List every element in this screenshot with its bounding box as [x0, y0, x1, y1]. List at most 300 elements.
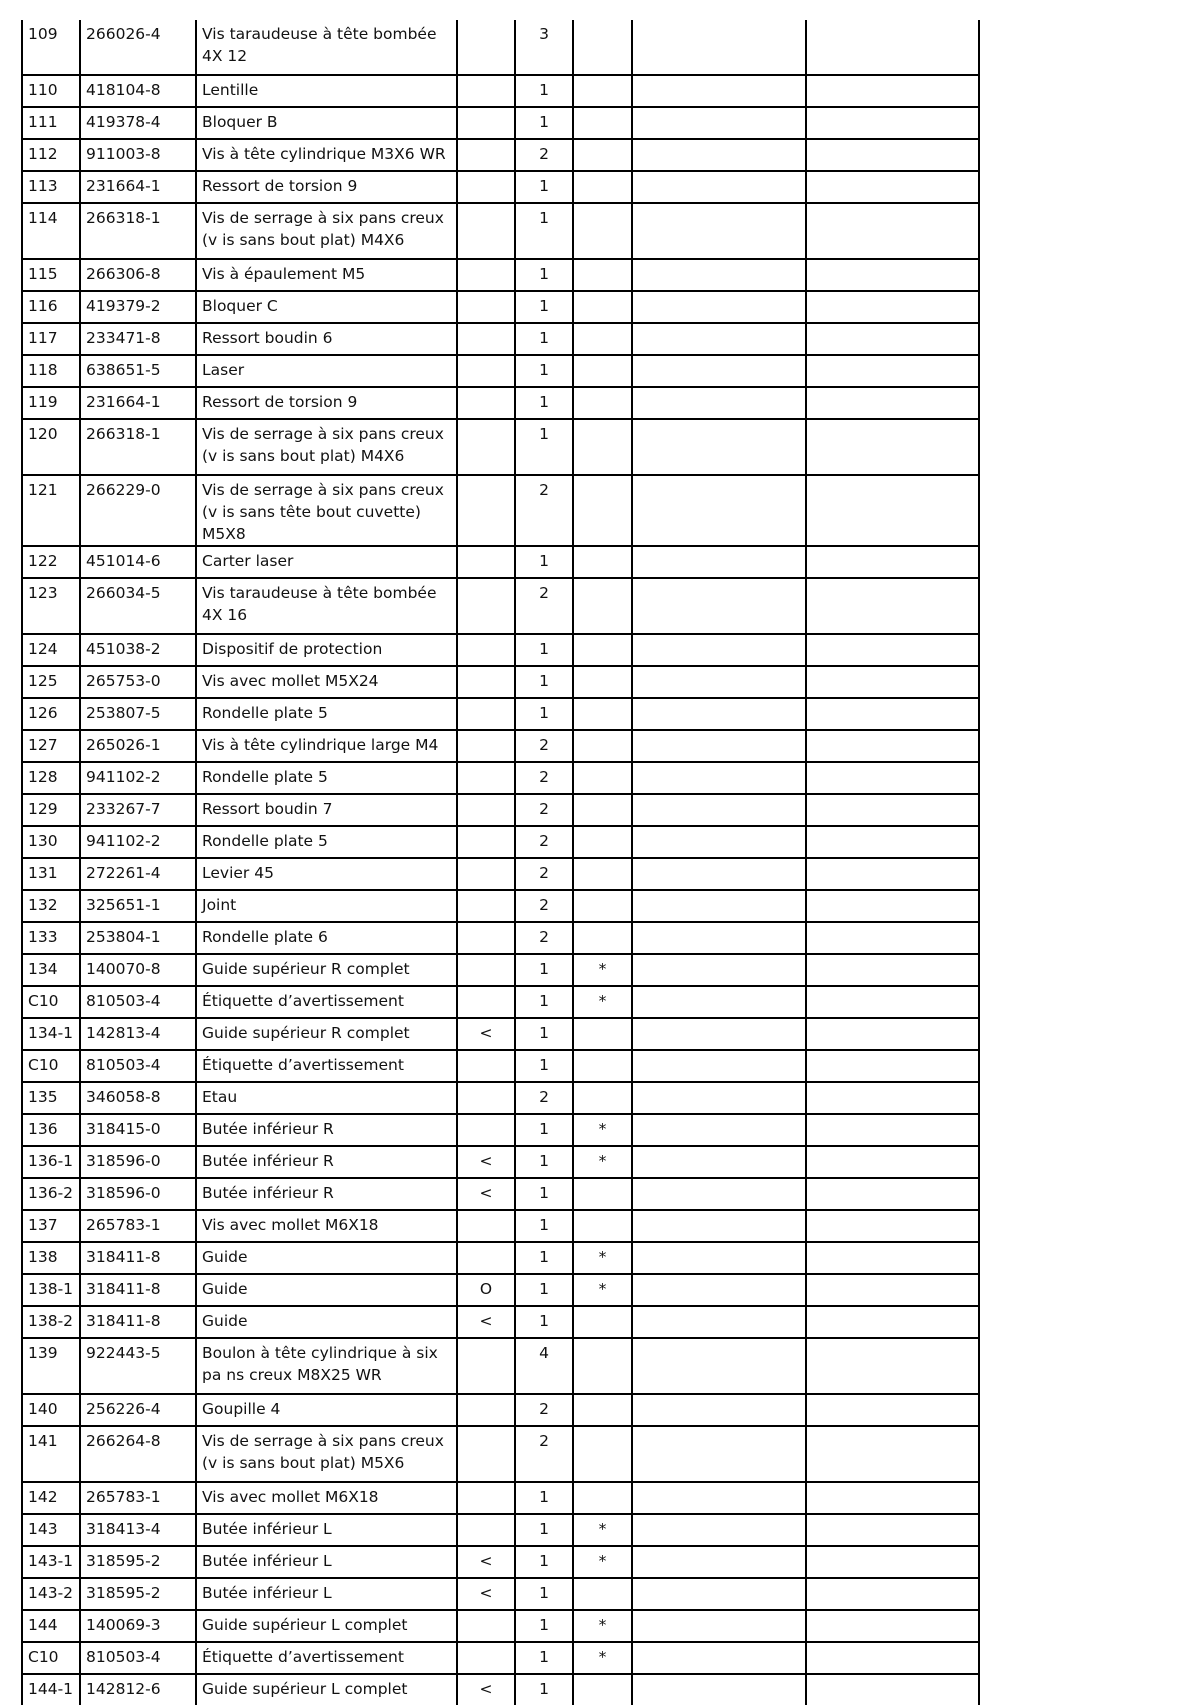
- description-cell: Butée inférieur R: [196, 1114, 457, 1146]
- empty-cell: [806, 762, 979, 794]
- option-mark-cell: [457, 75, 515, 107]
- part-number-cell: 253807-5: [80, 698, 196, 730]
- empty-cell: [632, 291, 806, 323]
- flag-mark-cell: [573, 698, 632, 730]
- option-mark-cell: [457, 922, 515, 954]
- option-mark-cell: [457, 20, 515, 75]
- description-cell: Rondelle plate 6: [196, 922, 457, 954]
- parts-list-body: [22, 20, 979, 1705]
- option-mark-cell: <: [457, 1146, 515, 1178]
- option-mark-cell: [457, 203, 515, 259]
- flag-mark-cell: [573, 546, 632, 578]
- table-row: [22, 259, 979, 291]
- empty-cell: [632, 1610, 806, 1642]
- empty-cell: [806, 546, 979, 578]
- table-row: [22, 475, 979, 546]
- flag-mark-cell: [573, 762, 632, 794]
- empty-cell: [806, 1306, 979, 1338]
- empty-cell: [632, 1050, 806, 1082]
- table-row: [22, 291, 979, 323]
- flag-mark-cell: [573, 858, 632, 890]
- part-number-cell: 266264-8: [80, 1426, 196, 1482]
- quantity-cell: 1: [515, 1018, 573, 1050]
- part-number-cell: 638651-5: [80, 355, 196, 387]
- empty-cell: [806, 698, 979, 730]
- empty-cell: [806, 1514, 979, 1546]
- quantity-cell: 1: [515, 387, 573, 419]
- empty-cell: [806, 203, 979, 259]
- description-cell: Vis avec mollet M6X18: [196, 1210, 457, 1242]
- description-cell: Etau: [196, 1082, 457, 1114]
- empty-cell: [806, 1394, 979, 1426]
- quantity-cell: 1: [515, 1610, 573, 1642]
- part-number-cell: 140069-3: [80, 1610, 196, 1642]
- empty-cell: [632, 1482, 806, 1514]
- quantity-cell: 2: [515, 794, 573, 826]
- description-cell: Vis de serrage à six pans creux (v is sans tête bout cuvette) M5X8: [196, 475, 457, 546]
- item-number-cell: 126: [22, 698, 80, 730]
- item-number-cell: 136-2: [22, 1178, 80, 1210]
- empty-cell: [632, 1426, 806, 1482]
- empty-cell: [632, 794, 806, 826]
- empty-cell: [632, 107, 806, 139]
- empty-cell: [806, 1050, 979, 1082]
- empty-cell: [806, 1210, 979, 1242]
- item-number-cell: 113: [22, 171, 80, 203]
- quantity-cell: 2: [515, 922, 573, 954]
- flag-mark-cell: [573, 107, 632, 139]
- quantity-cell: 1: [515, 1178, 573, 1210]
- description-cell: Butée inférieur L: [196, 1546, 457, 1578]
- item-number-cell: 136: [22, 1114, 80, 1146]
- flag-mark-cell: [573, 1482, 632, 1514]
- flag-mark-cell: [573, 291, 632, 323]
- option-mark-cell: [457, 171, 515, 203]
- description-cell: Rondelle plate 5: [196, 762, 457, 794]
- table-row: [22, 922, 979, 954]
- option-mark-cell: [457, 890, 515, 922]
- empty-cell: [632, 1306, 806, 1338]
- part-number-cell: 451038-2: [80, 634, 196, 666]
- flag-mark-cell: [573, 355, 632, 387]
- option-mark-cell: [457, 762, 515, 794]
- empty-cell: [632, 634, 806, 666]
- table-row: [22, 1514, 979, 1546]
- table-row: [22, 1610, 979, 1642]
- description-cell: Butée inférieur R: [196, 1178, 457, 1210]
- option-mark-cell: [457, 259, 515, 291]
- description-cell: Joint: [196, 890, 457, 922]
- flag-mark-cell: [573, 1178, 632, 1210]
- part-number-cell: 231664-1: [80, 387, 196, 419]
- part-number-cell: 266318-1: [80, 419, 196, 475]
- empty-cell: [806, 1114, 979, 1146]
- description-cell: Ressort de torsion 9: [196, 387, 457, 419]
- empty-cell: [806, 1018, 979, 1050]
- item-number-cell: C10: [22, 1050, 80, 1082]
- flag-mark-cell: [573, 666, 632, 698]
- empty-cell: [806, 1178, 979, 1210]
- part-number-cell: 911003-8: [80, 139, 196, 171]
- flag-mark-cell: *: [573, 1114, 632, 1146]
- quantity-cell: 1: [515, 107, 573, 139]
- quantity-cell: 1: [515, 986, 573, 1018]
- empty-cell: [806, 355, 979, 387]
- empty-cell: [806, 139, 979, 171]
- flag-mark-cell: [573, 171, 632, 203]
- empty-cell: [632, 259, 806, 291]
- description-cell: Vis de serrage à six pans creux (v is sans bout plat) M5X6: [196, 1426, 457, 1482]
- table-row: [22, 1146, 979, 1178]
- quantity-cell: 1: [515, 1578, 573, 1610]
- part-number-cell: 941102-2: [80, 826, 196, 858]
- option-mark-cell: [457, 387, 515, 419]
- empty-cell: [806, 1426, 979, 1482]
- description-cell: Laser: [196, 355, 457, 387]
- description-cell: Bloquer C: [196, 291, 457, 323]
- empty-cell: [806, 107, 979, 139]
- table-row: [22, 387, 979, 419]
- item-number-cell: 121: [22, 475, 80, 546]
- flag-mark-cell: [573, 323, 632, 355]
- empty-cell: [806, 323, 979, 355]
- part-number-cell: 266026-4: [80, 20, 196, 75]
- item-number-cell: 131: [22, 858, 80, 890]
- description-cell: Étiquette d’avertissement: [196, 1050, 457, 1082]
- quantity-cell: 4: [515, 1338, 573, 1394]
- quantity-cell: 1: [515, 203, 573, 259]
- empty-cell: [806, 1546, 979, 1578]
- empty-cell: [632, 762, 806, 794]
- empty-cell: [632, 1642, 806, 1674]
- part-number-cell: 318413-4: [80, 1514, 196, 1546]
- table-row: [22, 578, 979, 634]
- quantity-cell: 1: [515, 1242, 573, 1274]
- quantity-cell: 1: [515, 323, 573, 355]
- item-number-cell: 134: [22, 954, 80, 986]
- table-row: [22, 107, 979, 139]
- quantity-cell: 1: [515, 171, 573, 203]
- flag-mark-cell: [573, 922, 632, 954]
- part-number-cell: 318596-0: [80, 1178, 196, 1210]
- option-mark-cell: [457, 1610, 515, 1642]
- flag-mark-cell: [573, 1338, 632, 1394]
- part-number-cell: 318411-8: [80, 1306, 196, 1338]
- quantity-cell: 1: [515, 1050, 573, 1082]
- option-mark-cell: [457, 323, 515, 355]
- flag-mark-cell: *: [573, 986, 632, 1018]
- part-number-cell: 419379-2: [80, 291, 196, 323]
- empty-cell: [632, 1178, 806, 1210]
- item-number-cell: 117: [22, 323, 80, 355]
- flag-mark-cell: [573, 826, 632, 858]
- flag-mark-cell: [573, 794, 632, 826]
- description-cell: Butée inférieur R: [196, 1146, 457, 1178]
- empty-cell: [806, 1082, 979, 1114]
- empty-cell: [806, 1338, 979, 1394]
- empty-cell: [806, 1146, 979, 1178]
- part-number-cell: 265783-1: [80, 1210, 196, 1242]
- table-row: [22, 546, 979, 578]
- empty-cell: [632, 890, 806, 922]
- empty-cell: [806, 1274, 979, 1306]
- empty-cell: [632, 858, 806, 890]
- part-number-cell: 325651-1: [80, 890, 196, 922]
- part-number-cell: 265026-1: [80, 730, 196, 762]
- flag-mark-cell: *: [573, 1274, 632, 1306]
- option-mark-cell: <: [457, 1306, 515, 1338]
- quantity-cell: 1: [515, 954, 573, 986]
- part-number-cell: 318595-2: [80, 1578, 196, 1610]
- option-mark-cell: [457, 475, 515, 546]
- quantity-cell: 1: [515, 1306, 573, 1338]
- item-number-cell: 127: [22, 730, 80, 762]
- option-mark-cell: O: [457, 1274, 515, 1306]
- item-number-cell: 139: [22, 1338, 80, 1394]
- part-number-cell: 318411-8: [80, 1242, 196, 1274]
- part-number-cell: 140070-8: [80, 954, 196, 986]
- empty-cell: [806, 666, 979, 698]
- table-row: [22, 666, 979, 698]
- flag-mark-cell: *: [573, 954, 632, 986]
- flag-mark-cell: *: [573, 1514, 632, 1546]
- table-row: [22, 355, 979, 387]
- part-number-cell: 256226-4: [80, 1394, 196, 1426]
- quantity-cell: 2: [515, 139, 573, 171]
- table-row: [22, 1242, 979, 1274]
- part-number-cell: 810503-4: [80, 986, 196, 1018]
- empty-cell: [632, 826, 806, 858]
- option-mark-cell: [457, 986, 515, 1018]
- flag-mark-cell: [573, 475, 632, 546]
- quantity-cell: 1: [515, 1642, 573, 1674]
- empty-cell: [632, 1394, 806, 1426]
- option-mark-cell: <: [457, 1674, 515, 1705]
- flag-mark-cell: [573, 75, 632, 107]
- item-number-cell: 124: [22, 634, 80, 666]
- quantity-cell: 2: [515, 475, 573, 546]
- empty-cell: [632, 203, 806, 259]
- flag-mark-cell: [573, 139, 632, 171]
- description-cell: Dispositif de protection: [196, 634, 457, 666]
- description-cell: Vis à épaulement M5: [196, 259, 457, 291]
- description-cell: Étiquette d’avertissement: [196, 1642, 457, 1674]
- empty-cell: [806, 1578, 979, 1610]
- table-row: [22, 1274, 979, 1306]
- part-number-cell: 266306-8: [80, 259, 196, 291]
- empty-cell: [632, 75, 806, 107]
- part-number-cell: 272261-4: [80, 858, 196, 890]
- part-number-cell: 142812-6: [80, 1674, 196, 1705]
- part-number-cell: 233267-7: [80, 794, 196, 826]
- part-number-cell: 451014-6: [80, 546, 196, 578]
- item-number-cell: 110: [22, 75, 80, 107]
- item-number-cell: 120: [22, 419, 80, 475]
- quantity-cell: 1: [515, 1514, 573, 1546]
- part-number-cell: 810503-4: [80, 1642, 196, 1674]
- part-number-cell: 922443-5: [80, 1338, 196, 1394]
- table-row: [22, 1642, 979, 1674]
- part-number-cell: 318595-2: [80, 1546, 196, 1578]
- empty-cell: [632, 355, 806, 387]
- empty-cell: [806, 1242, 979, 1274]
- option-mark-cell: [457, 666, 515, 698]
- flag-mark-cell: [573, 890, 632, 922]
- item-number-cell: 135: [22, 1082, 80, 1114]
- table-row: [22, 954, 979, 986]
- quantity-cell: 1: [515, 698, 573, 730]
- table-row: [22, 1114, 979, 1146]
- item-number-cell: C10: [22, 1642, 80, 1674]
- empty-cell: [632, 546, 806, 578]
- flag-mark-cell: [573, 1394, 632, 1426]
- part-number-cell: 266318-1: [80, 203, 196, 259]
- option-mark-cell: [457, 1210, 515, 1242]
- empty-cell: [632, 922, 806, 954]
- description-cell: Rondelle plate 5: [196, 826, 457, 858]
- empty-cell: [632, 1274, 806, 1306]
- part-number-cell: 233471-8: [80, 323, 196, 355]
- option-mark-cell: [457, 578, 515, 634]
- part-number-cell: 419378-4: [80, 107, 196, 139]
- empty-cell: [632, 1082, 806, 1114]
- description-cell: Guide supérieur L complet: [196, 1610, 457, 1642]
- quantity-cell: 1: [515, 666, 573, 698]
- quantity-cell: 2: [515, 1426, 573, 1482]
- table-row: [22, 1178, 979, 1210]
- empty-cell: [632, 387, 806, 419]
- option-mark-cell: [457, 1514, 515, 1546]
- empty-cell: [632, 1514, 806, 1546]
- part-number-cell: 142813-4: [80, 1018, 196, 1050]
- item-number-cell: 143-2: [22, 1578, 80, 1610]
- item-number-cell: 109: [22, 20, 80, 75]
- flag-mark-cell: *: [573, 1546, 632, 1578]
- empty-cell: [806, 794, 979, 826]
- item-number-cell: 114: [22, 203, 80, 259]
- description-cell: Vis taraudeuse à tête bombée 4X 12: [196, 20, 457, 75]
- flag-mark-cell: [573, 1674, 632, 1705]
- empty-cell: [806, 922, 979, 954]
- option-mark-cell: [457, 954, 515, 986]
- description-cell: Rondelle plate 5: [196, 698, 457, 730]
- description-cell: Vis à tête cylindrique M3X6 WR: [196, 139, 457, 171]
- item-number-cell: 112: [22, 139, 80, 171]
- empty-cell: [806, 578, 979, 634]
- description-cell: Ressort boudin 7: [196, 794, 457, 826]
- part-number-cell: 265753-0: [80, 666, 196, 698]
- option-mark-cell: [457, 858, 515, 890]
- option-mark-cell: <: [457, 1546, 515, 1578]
- table-row: [22, 171, 979, 203]
- item-number-cell: 136-1: [22, 1146, 80, 1178]
- quantity-cell: 2: [515, 1082, 573, 1114]
- flag-mark-cell: [573, 203, 632, 259]
- table-row: [22, 762, 979, 794]
- empty-cell: [806, 75, 979, 107]
- item-number-cell: 138-1: [22, 1274, 80, 1306]
- option-mark-cell: [457, 1426, 515, 1482]
- part-number-cell: 318411-8: [80, 1274, 196, 1306]
- part-number-cell: 318596-0: [80, 1146, 196, 1178]
- table-row: [22, 1306, 979, 1338]
- quantity-cell: 1: [515, 355, 573, 387]
- item-number-cell: 140: [22, 1394, 80, 1426]
- table-row: [22, 634, 979, 666]
- empty-cell: [632, 171, 806, 203]
- item-number-cell: 133: [22, 922, 80, 954]
- option-mark-cell: [457, 291, 515, 323]
- flag-mark-cell: [573, 578, 632, 634]
- empty-cell: [632, 1114, 806, 1146]
- item-number-cell: 138: [22, 1242, 80, 1274]
- flag-mark-cell: [573, 1578, 632, 1610]
- quantity-cell: 2: [515, 858, 573, 890]
- item-number-cell: 138-2: [22, 1306, 80, 1338]
- option-mark-cell: <: [457, 1018, 515, 1050]
- item-number-cell: 132: [22, 890, 80, 922]
- item-number-cell: C10: [22, 986, 80, 1018]
- description-cell: Boulon à tête cylindrique à six pa ns creux M8X25 WR: [196, 1338, 457, 1394]
- table-row: [22, 419, 979, 475]
- option-mark-cell: [457, 1082, 515, 1114]
- empty-cell: [632, 1018, 806, 1050]
- empty-cell: [632, 475, 806, 546]
- description-cell: Vis à tête cylindrique large M4: [196, 730, 457, 762]
- empty-cell: [632, 1674, 806, 1705]
- quantity-cell: 1: [515, 1274, 573, 1306]
- option-mark-cell: [457, 730, 515, 762]
- part-number-cell: 318415-0: [80, 1114, 196, 1146]
- quantity-cell: 1: [515, 634, 573, 666]
- empty-cell: [806, 986, 979, 1018]
- table-row: [22, 20, 979, 75]
- quantity-cell: 3: [515, 20, 573, 75]
- flag-mark-cell: [573, 1426, 632, 1482]
- item-number-cell: 143: [22, 1514, 80, 1546]
- quantity-cell: 1: [515, 1674, 573, 1705]
- item-number-cell: 143-1: [22, 1546, 80, 1578]
- empty-cell: [632, 1578, 806, 1610]
- empty-cell: [806, 475, 979, 546]
- empty-cell: [806, 1642, 979, 1674]
- quantity-cell: 1: [515, 259, 573, 291]
- description-cell: Vis taraudeuse à tête bombée 4X 16: [196, 578, 457, 634]
- flag-mark-cell: [573, 1306, 632, 1338]
- item-number-cell: 137: [22, 1210, 80, 1242]
- item-number-cell: 119: [22, 387, 80, 419]
- part-number-cell: 418104-8: [80, 75, 196, 107]
- empty-cell: [806, 20, 979, 75]
- quantity-cell: 2: [515, 578, 573, 634]
- option-mark-cell: [457, 546, 515, 578]
- flag-mark-cell: [573, 1082, 632, 1114]
- description-cell: Vis de serrage à six pans creux (v is sans bout plat) M4X6: [196, 419, 457, 475]
- description-cell: Guide: [196, 1242, 457, 1274]
- item-number-cell: 141: [22, 1426, 80, 1482]
- item-number-cell: 134-1: [22, 1018, 80, 1050]
- quantity-cell: 1: [515, 75, 573, 107]
- option-mark-cell: [457, 1050, 515, 1082]
- option-mark-cell: [457, 1338, 515, 1394]
- item-number-cell: 118: [22, 355, 80, 387]
- empty-cell: [632, 1242, 806, 1274]
- table-row: [22, 1018, 979, 1050]
- description-cell: Levier 45: [196, 858, 457, 890]
- option-mark-cell: [457, 419, 515, 475]
- table-row: [22, 1082, 979, 1114]
- table-row: [22, 858, 979, 890]
